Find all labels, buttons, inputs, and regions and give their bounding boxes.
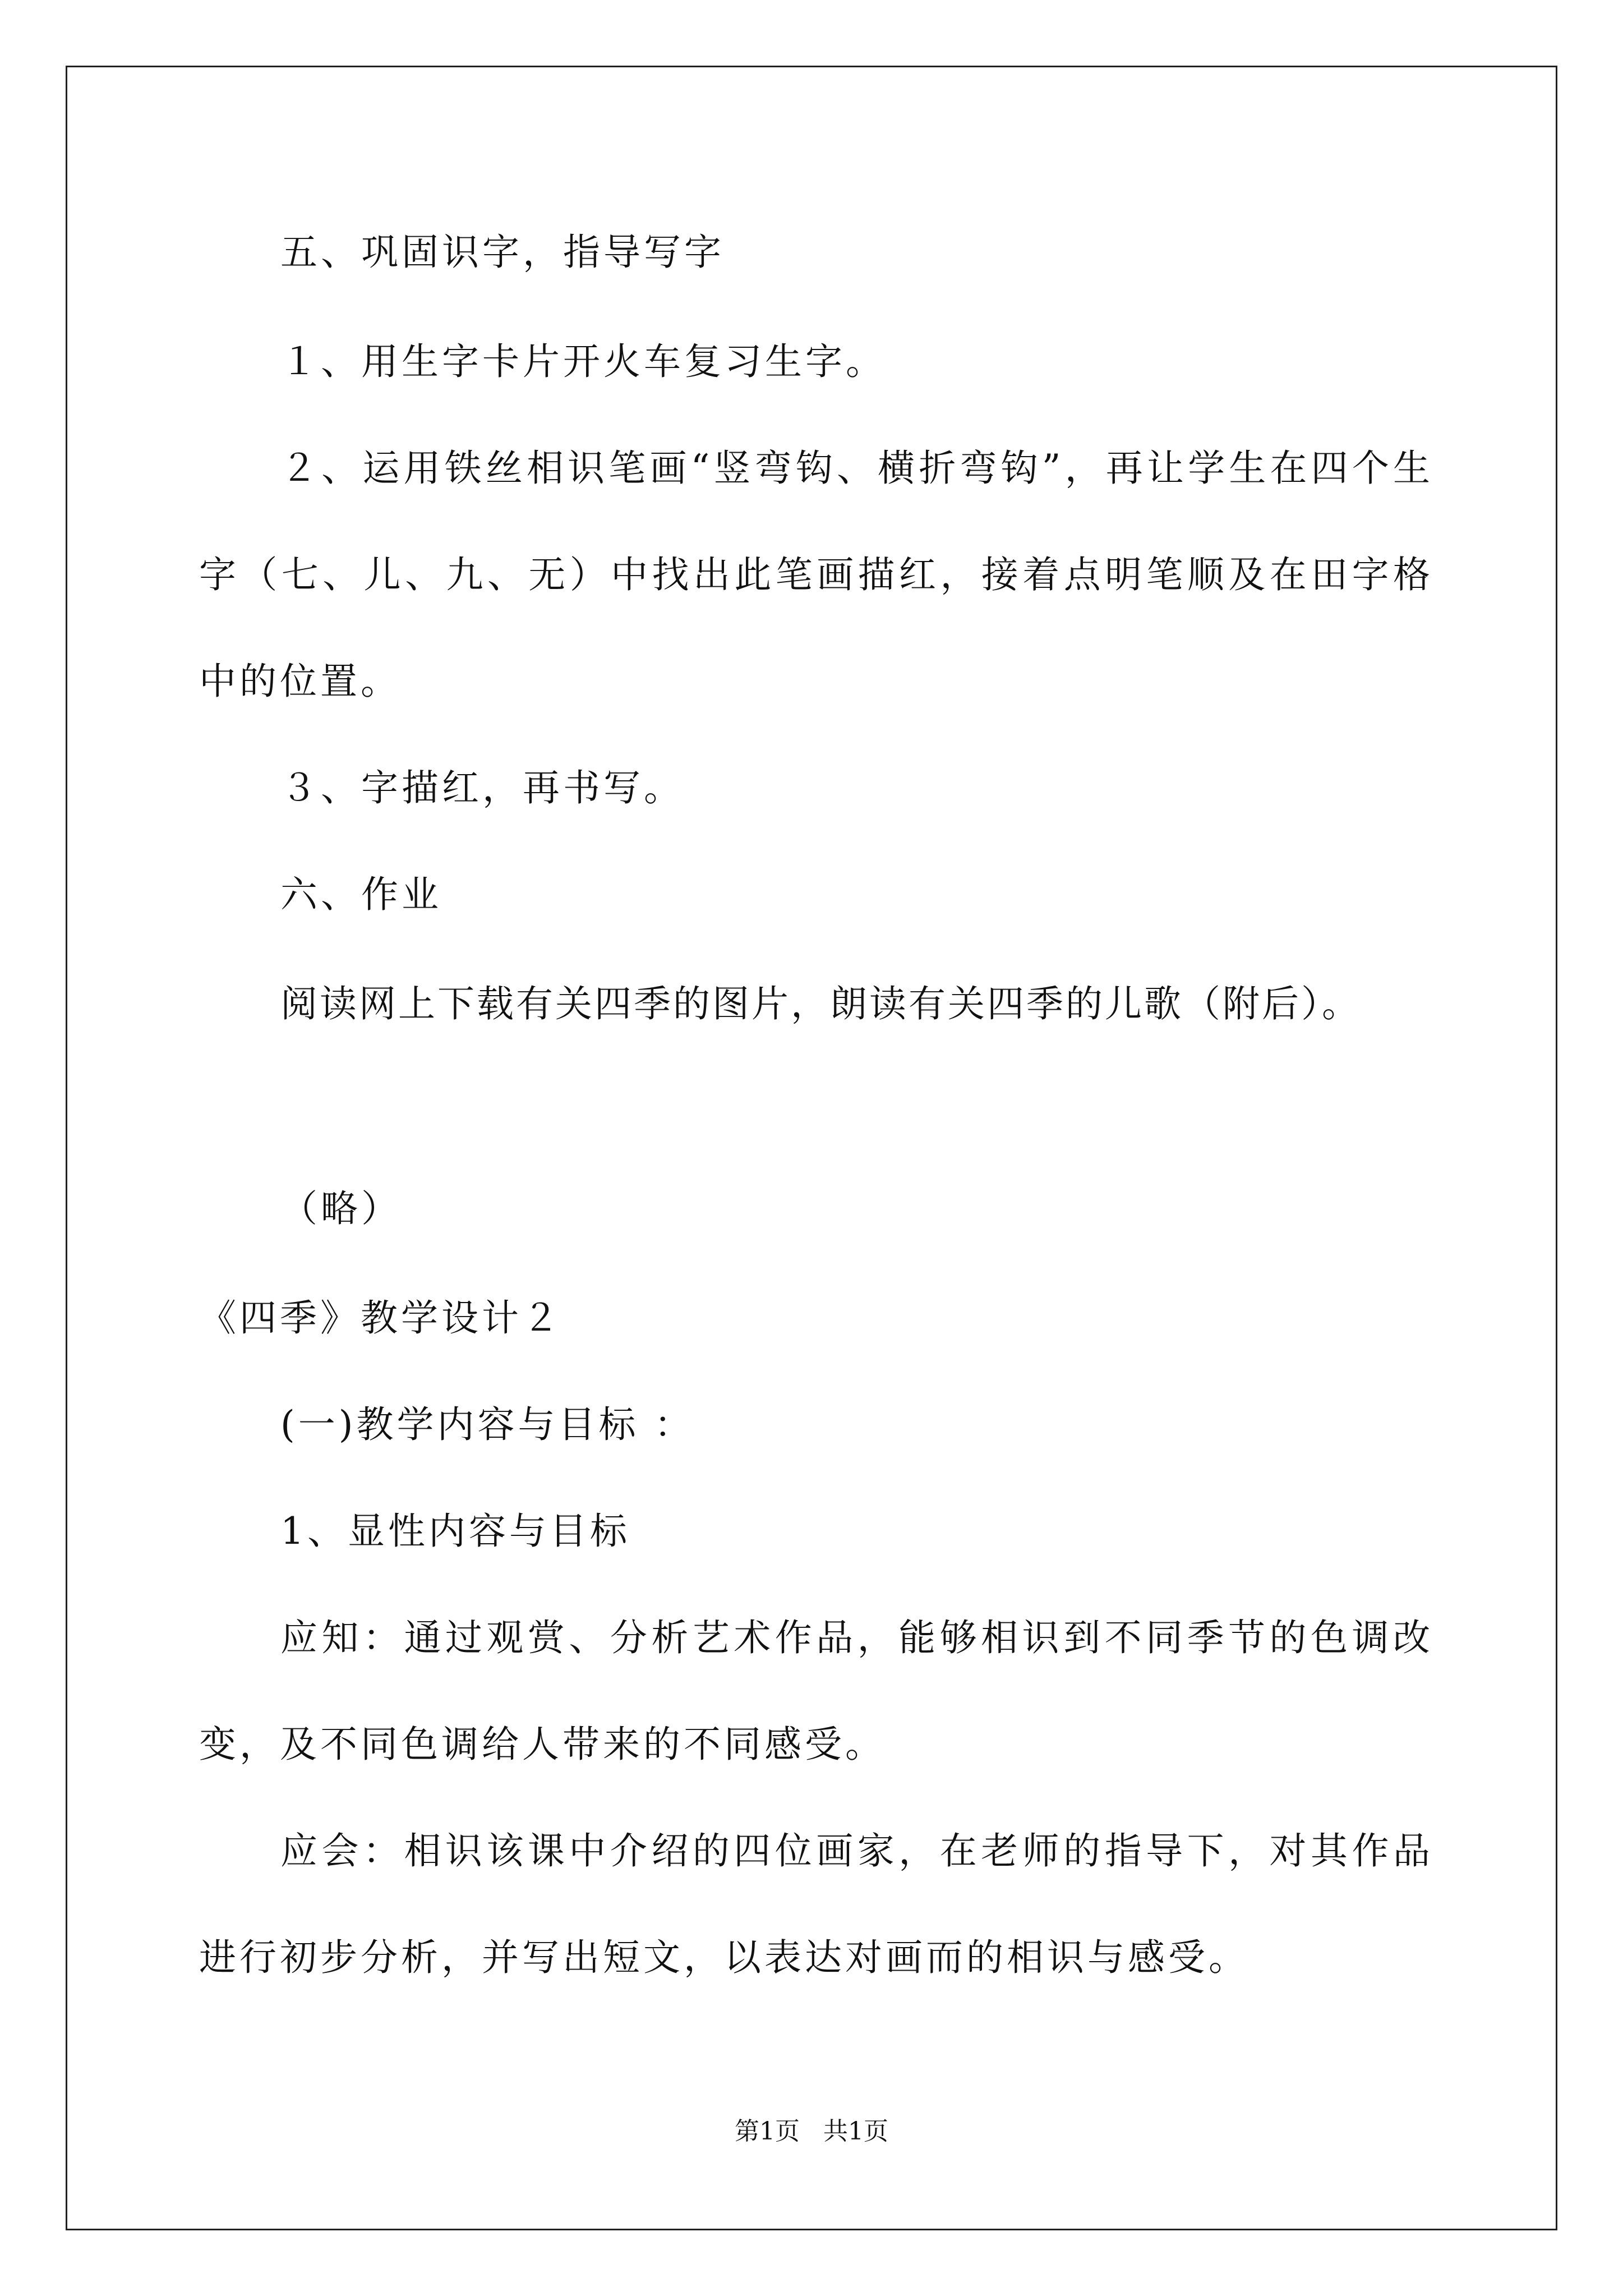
document-title: 《四季》教学设计２ — [199, 1296, 562, 1340]
paragraph-line: （略） — [280, 1187, 402, 1230]
paragraph-line: １、用生字卡片开火车复习生字。 — [280, 340, 886, 383]
subsection-heading: (一)教学内容与目标 ： — [280, 1403, 695, 1446]
subsection-heading: 1、显性内容与目标 — [280, 1510, 630, 1553]
paragraph-line: 中的位置。 — [199, 660, 401, 703]
paragraph-line: 应会：相识该课中介绍的四位画家，在老师的指导下，对其作品 — [280, 1829, 1430, 1872]
paragraph-line: 进行初步分析，并写出短文，以表达对画而的相识与感受。 — [199, 1936, 1249, 1979]
paragraph-line: 变，及不同色调给人带来的不同感受。 — [199, 1723, 886, 1766]
paragraph-line: ３、字描红，再书写。 — [280, 766, 684, 809]
paragraph-line: 字（七、儿、九、无）中找出此笔画描红，接着点明笔顺及在田字格 — [199, 553, 1430, 596]
section-heading-homework: 六、作业 — [280, 873, 442, 916]
page-frame — [66, 66, 1557, 2230]
paragraph-line: ２、运用铁丝相识笔画“竖弯钩、横折弯钩”，再让学生在四个生 — [280, 447, 1430, 490]
section-heading-consolidate: 五、巩固识字，指导写字 — [280, 231, 725, 274]
paragraph-line: 应知：通过观赏、分析艺术作品，能够相识到不同季节的色调改 — [280, 1616, 1430, 1659]
paragraph-line: 阅读网上下载有关四季的图片，朗读有关四季的儿歌（附后）。 — [280, 982, 1361, 1025]
page-footer: 第1页 共1页 — [735, 2117, 888, 2146]
